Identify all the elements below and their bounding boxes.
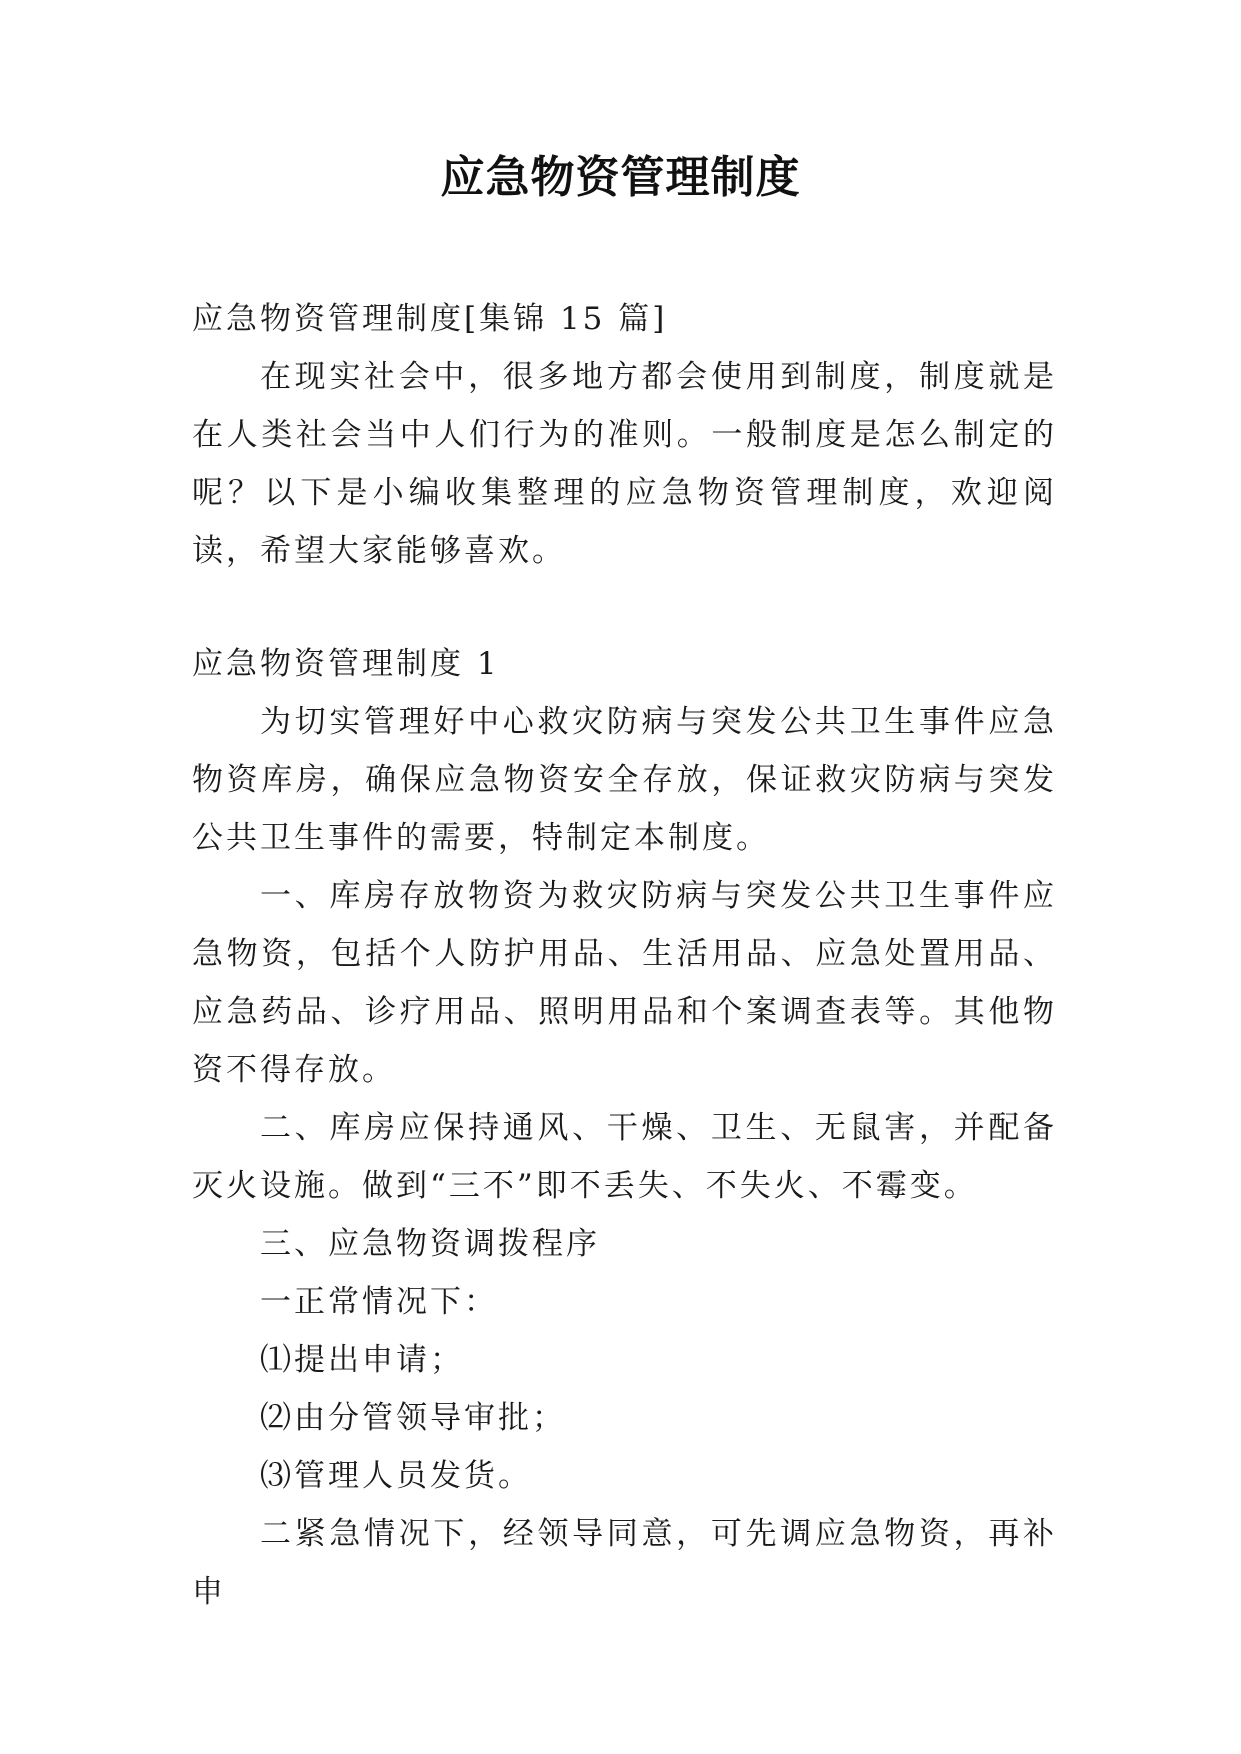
- collection-heading: 应急物资管理制度[集锦 15 篇]: [192, 301, 668, 337]
- document-body: [192, 290, 1057, 1621]
- paragraph: 三、应急物资调拨程序: [260, 1226, 600, 1262]
- paragraph: 一、库房存放物资为救灾防病与突发公共卫生事件应急物资，包括个人防护用品、生活用品、应急处置用品、应急药品、诊疗用品、照明用品和个案调查表等。其他物资不得存放。: [192, 878, 1057, 1088]
- document-title: 应急物资管理制度: [440, 152, 801, 203]
- section-spacer: [192, 580, 1057, 635]
- paragraph: 一正常情况下：: [260, 1284, 498, 1320]
- list-item: ⑵由分管领导审批；: [260, 1400, 566, 1436]
- section-heading: 应急物资管理制度 1: [192, 646, 500, 682]
- paragraph: 二、库房应保持通风、干燥、卫生、无鼠害，并配备灭火设施。做到“三不”即不丢失、不失火、不霉变。: [192, 1110, 1057, 1204]
- list-item: ⑶管理人员发货。: [260, 1458, 532, 1494]
- paragraph: 二紧急情况下，经领导同意，可先调应急物资，再补申: [192, 1516, 1057, 1610]
- intro-paragraph: 在现实社会中，很多地方都会使用到制度，制度就是在人类社会当中人们行为的准则。一般制度是怎么制定的呢？以下是小编收集整理的应急物资管理制度，欢迎阅读，希望大家能够喜欢。: [192, 359, 1057, 569]
- paragraph: 为切实管理好中心救灾防病与突发公共卫生事件应急物资库房，确保应急物资安全存放，保证救灾防病与突发公共卫生事件的需要，特制定本制度。: [192, 704, 1057, 856]
- list-item: ⑴提出申请；: [260, 1342, 464, 1378]
